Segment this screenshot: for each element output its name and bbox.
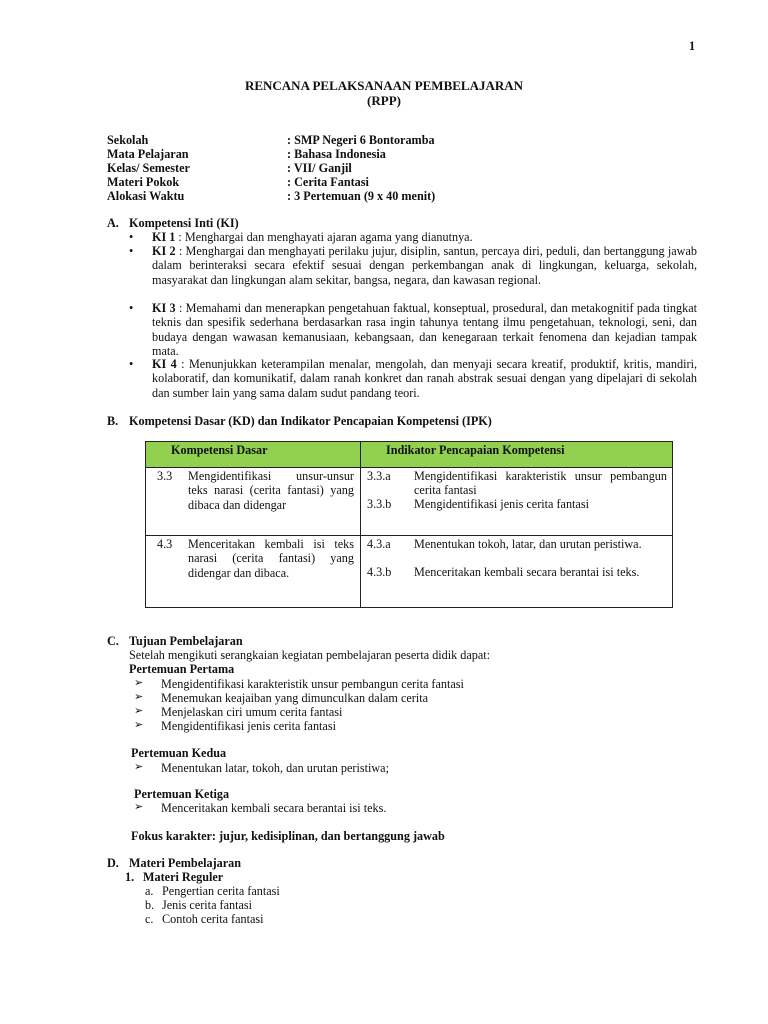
ki-code: KI 2 <box>152 244 176 258</box>
identity-label-subject: Mata Pelajaran <box>107 147 189 161</box>
identity-label-topic: Materi Pokok <box>107 175 180 189</box>
table-header-row <box>146 442 673 468</box>
table-row <box>146 468 673 536</box>
identity-value-class: : VII/ Ganjil <box>287 161 352 175</box>
list-letter: a. <box>145 884 154 898</box>
kd-number: 4.3 <box>157 537 173 551</box>
table-header-cell <box>146 442 361 468</box>
identity-value-school: : SMP Negeri 6 Bontoramba <box>287 133 435 147</box>
section-d-letter: D. <box>107 856 119 870</box>
arrow-bullet-icon: ➢ <box>134 718 144 731</box>
section-b-letter: B. <box>107 414 119 428</box>
bullet-dot-icon: • <box>129 357 134 371</box>
identity-label-school: Sekolah <box>107 133 149 147</box>
table-cell-kd <box>146 468 361 536</box>
ipk-number: 3.3.b <box>367 497 392 511</box>
arrow-bullet-icon: ➢ <box>134 676 144 689</box>
meeting-title: Pertemuan Pertama <box>129 662 235 676</box>
ki-text: : Memahami dan menerapkan pengetahuan faktual, konseptual, prosedural, dan metakognitif pada tingkat teknis dan spesifik sederhana berdasarkan rasa ingin tahunya tentang ilmu pengetahuan, teknologi, seni, dan budaya dengan wawasan kemanusiaan, kebangsaan, dan kenegaraan terkait fenomena dan kejadian tampak mata. <box>152 301 697 358</box>
ki-text: : Menunjukkan keterampilan menalar, mengolah, dan menyaji secara kreatif, produktif, kritis, mandiri, kolaboratif, dan komunikatif, dalam ranah konkret dan ranah abstrak sesuai dengan yang dipelajari di sekolah dan sumber lain yang sama dalam sudut pandang teori. <box>152 357 697 400</box>
identity-value-topic: : Cerita Fantasi <box>287 175 369 189</box>
page-number: 1 <box>689 39 696 53</box>
list-item: Contoh cerita fantasi <box>162 912 264 926</box>
section-c-heading: Tujuan Pembelajaran <box>129 634 243 648</box>
ki-code: KI 4 <box>152 357 177 371</box>
list-letter: c. <box>145 912 154 926</box>
list-letter: b. <box>145 898 155 912</box>
arrow-bullet-icon: ➢ <box>134 760 144 773</box>
column-header-ipk: Indikator Pencapaian Kompetensi <box>386 443 565 457</box>
ipk-text: Mengidentifikasi jenis cerita fantasi <box>414 497 589 511</box>
ipk-number: 4.3.a <box>367 537 391 551</box>
bullet-dot-icon: • <box>129 301 134 315</box>
section-b-heading: Kompetensi Dasar (KD) dan Indikator Pencapaian Kompetensi (IPK) <box>129 414 492 428</box>
kd-text: Menceritakan kembali isi teks narasi (cerita fantasi) yang didengar dan dibaca. <box>188 537 354 580</box>
sub-heading: Materi Reguler <box>143 870 224 884</box>
identity-label-class: Kelas/ Semester <box>107 161 190 175</box>
meeting-title: Pertemuan Kedua <box>131 746 227 760</box>
section-c-letter: C. <box>107 634 119 648</box>
section-d-heading: Materi Pembelajaran <box>129 856 242 870</box>
section-a-letter: A. <box>107 216 119 230</box>
table-cell-ipk <box>361 468 673 536</box>
kd-text: Mengidentifikasi unsur-unsur teks narasi (cerita fantasi) yang dibaca dan didengar <box>188 469 354 512</box>
list-item: Pengertian cerita fantasi <box>162 884 280 898</box>
ki-item <box>129 301 697 359</box>
ki-item <box>129 244 697 302</box>
ki-text: : Menghargai dan menghayati ajaran agama yang dianutnya. <box>175 230 473 244</box>
meeting-title: Pertemuan Ketiga <box>134 787 230 801</box>
kd-ipk-table <box>145 441 673 608</box>
section-c-intro: Setelah mengikuti serangkaian kegiatan pembelajaran peserta didik dapat: <box>129 648 491 662</box>
bullet-dot-icon: • <box>129 244 134 258</box>
ipk-text: Menceritakan kembali secara berantai isi teks. <box>414 565 640 579</box>
arrow-bullet-icon: ➢ <box>134 690 144 703</box>
identity-value-subject: : Bahasa Indonesia <box>287 147 386 161</box>
focus-character: Fokus karakter: jujur, kedisiplinan, dan bertanggung jawab <box>131 829 445 843</box>
table-cell-ipk <box>361 536 673 608</box>
ipk-text: Mengidentifikasi karakteristik unsur pembangun cerita fantasi <box>414 469 667 498</box>
sub-number: 1. <box>125 870 135 884</box>
table-row <box>146 536 673 608</box>
ipk-text: Menentukan tokoh, latar, dan urutan peristiwa. <box>414 537 642 551</box>
document-title: RENCANA PELAKSANAAN PEMBELAJARAN <box>244 78 524 93</box>
ipk-number: 3.3.a <box>367 469 391 483</box>
bullet-dot-icon: • <box>129 230 134 244</box>
document-subtitle: (RPP) <box>367 93 401 108</box>
ki-item <box>129 230 697 244</box>
section-a-heading: Kompetensi Inti (KI) <box>129 216 239 230</box>
column-header-kd: Kompetensi Dasar <box>171 443 268 457</box>
ki-item <box>129 357 697 401</box>
ki-text: : Menghargai dan menghayati perilaku jujur, disiplin, santun, percaya diri, peduli, dan bertanggung jawab dalam berinteraksi secara efektif sesuai dengan perkembangan anak di lingkungan, keluarga, sekolah, masyarakat dan lingkungan alam sekitar, bangsa, negara, dan kawasan regional. <box>152 244 697 287</box>
arrow-bullet-icon: ➢ <box>134 704 144 717</box>
table-header-cell <box>361 442 673 468</box>
identity-value-time: : 3 Pertemuan (9 x 40 menit) <box>287 189 436 203</box>
ki-code: KI 3 <box>152 301 176 315</box>
arrow-bullet-icon: ➢ <box>134 800 144 813</box>
identity-label-time: Alokasi Waktu <box>107 189 185 203</box>
kd-number: 3.3 <box>157 469 173 483</box>
list-item: Jenis cerita fantasi <box>162 898 253 912</box>
ipk-number: 4.3.b <box>367 565 392 579</box>
ki-code: KI 1 <box>152 230 176 244</box>
table-cell-kd <box>146 536 361 608</box>
